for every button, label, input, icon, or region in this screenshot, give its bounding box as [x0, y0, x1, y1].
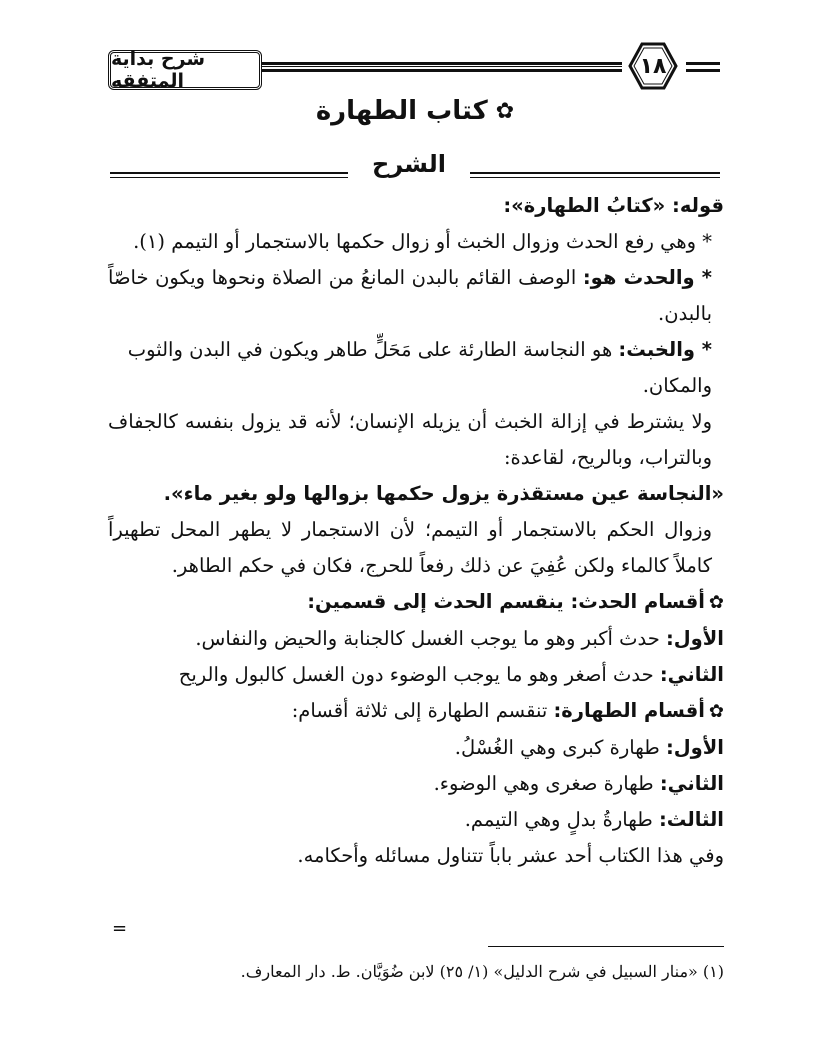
divider-line-left	[110, 172, 348, 174]
paragraph	[108, 766, 724, 802]
paragraph	[108, 730, 724, 766]
subheading-tahara	[108, 693, 724, 730]
header-rule-right	[686, 62, 720, 72]
paragraph	[108, 332, 724, 404]
paragraph-bold: الثاني:	[659, 663, 724, 686]
book-title-box	[108, 50, 262, 90]
continuation-mark: =	[112, 918, 128, 939]
divider-line-right	[470, 172, 720, 174]
section-divider	[110, 150, 720, 190]
paragraph	[108, 260, 724, 332]
section-label: الشرح	[372, 150, 446, 178]
paragraph-bold: قوله: «كتابُ الطهارة»:	[503, 194, 724, 217]
paragraph-bold: الأول:	[665, 736, 724, 759]
paragraph-bold: الثاني:	[659, 772, 724, 795]
subheading-hadath	[108, 584, 724, 621]
paragraph	[108, 621, 724, 657]
flower-ornament-icon: ✿	[708, 701, 724, 722]
chapter-heading	[0, 96, 830, 126]
paragraph-bold: أقسام الطهارة:	[553, 699, 705, 722]
paragraph-text: ولا يشترط في إزالة الخبث أن يزيله الإنسان؛ لأنه قد يزول بنفسه كالجفاف وبالتراب، وبالريح، لقاعدة:	[108, 410, 712, 469]
paragraph	[108, 657, 724, 693]
header-rule	[262, 62, 622, 72]
star-ornament-icon: ✿	[495, 99, 515, 124]
page-number-badge	[622, 38, 684, 94]
paragraph	[108, 838, 724, 874]
paragraph-text: وفي هذا الكتاب أحد عشر باباً تتناول مسائله وأحكامه.	[297, 844, 724, 867]
paragraph	[108, 188, 724, 224]
paragraph-bold: الأول:	[665, 627, 724, 650]
paragraph-text: طهارة كبرى وهي الغُسْلُ.	[454, 736, 666, 759]
book-title: شرح بداية المتفقه	[111, 48, 206, 92]
paragraph-text: الوصف القائم بالبدن المانعُ من الصلاة ونحوها ويكون خاصّاً بالبدن.	[108, 266, 712, 325]
paragraph-text: طهارةُ بدلٍ وهي التيمم.	[464, 808, 659, 831]
paragraph	[108, 404, 724, 476]
paragraph-bold: * والحدث هو:	[582, 266, 713, 289]
footnote-rule	[488, 946, 724, 947]
page-number: ١٨	[639, 53, 667, 79]
paragraph	[108, 512, 724, 584]
paragraph	[108, 224, 724, 260]
paragraph-text: طهارة صغرى وهي الوضوء.	[433, 772, 660, 795]
chapter-title: كتاب الطهارة	[315, 96, 488, 126]
paragraph-text: حدث أصغر وهو ما يوجب الوضوء دون الغسل كالبول والريح	[178, 663, 660, 686]
paragraph-bold: * والخبث:	[618, 338, 712, 361]
paragraph-text: * وهي رفع الحدث وزوال الخبث أو زوال حكمها بالاستجمار أو التيمم (١).	[133, 230, 712, 253]
paragraph-text: وزوال الحكم بالاستجمار أو التيمم؛ لأن الاستجمار لا يطهر المحل تطهيراً كاملاً كالماء ولكن عُفِيَ عن ذلك رفعاً للحرج، فكان في حكم الطاهر.	[108, 518, 712, 577]
paragraph-bold: الثالث:	[658, 808, 724, 831]
paragraph-text: حدث أكبر وهو ما يوجب الغسل كالجنابة والحيض والنفاس.	[195, 627, 666, 650]
paragraph	[108, 802, 724, 838]
quoted-rule	[108, 476, 724, 512]
paragraph-bold: أقسام الحدث: ينقسم الحدث إلى قسمين:	[307, 590, 705, 613]
footnote: (١) «منار السبيل في شرح الدليل» (١/ ٢٥) لابن ضُوَيَّان. ط. دار المعارف.	[240, 962, 724, 981]
flower-ornament-icon: ✿	[708, 592, 724, 613]
body-text	[108, 188, 724, 874]
paragraph-text: تنقسم الطهارة إلى ثلاثة أقسام:	[291, 699, 554, 722]
paragraph-text: هو النجاسة الطارئة على مَحَلٍّ طاهر ويكون في البدن والثوب والمكان.	[127, 338, 712, 397]
paragraph-bold: «النجاسة عين مستقذرة يزول حكمها بزوالها ولو بغير ماء».	[163, 482, 724, 505]
